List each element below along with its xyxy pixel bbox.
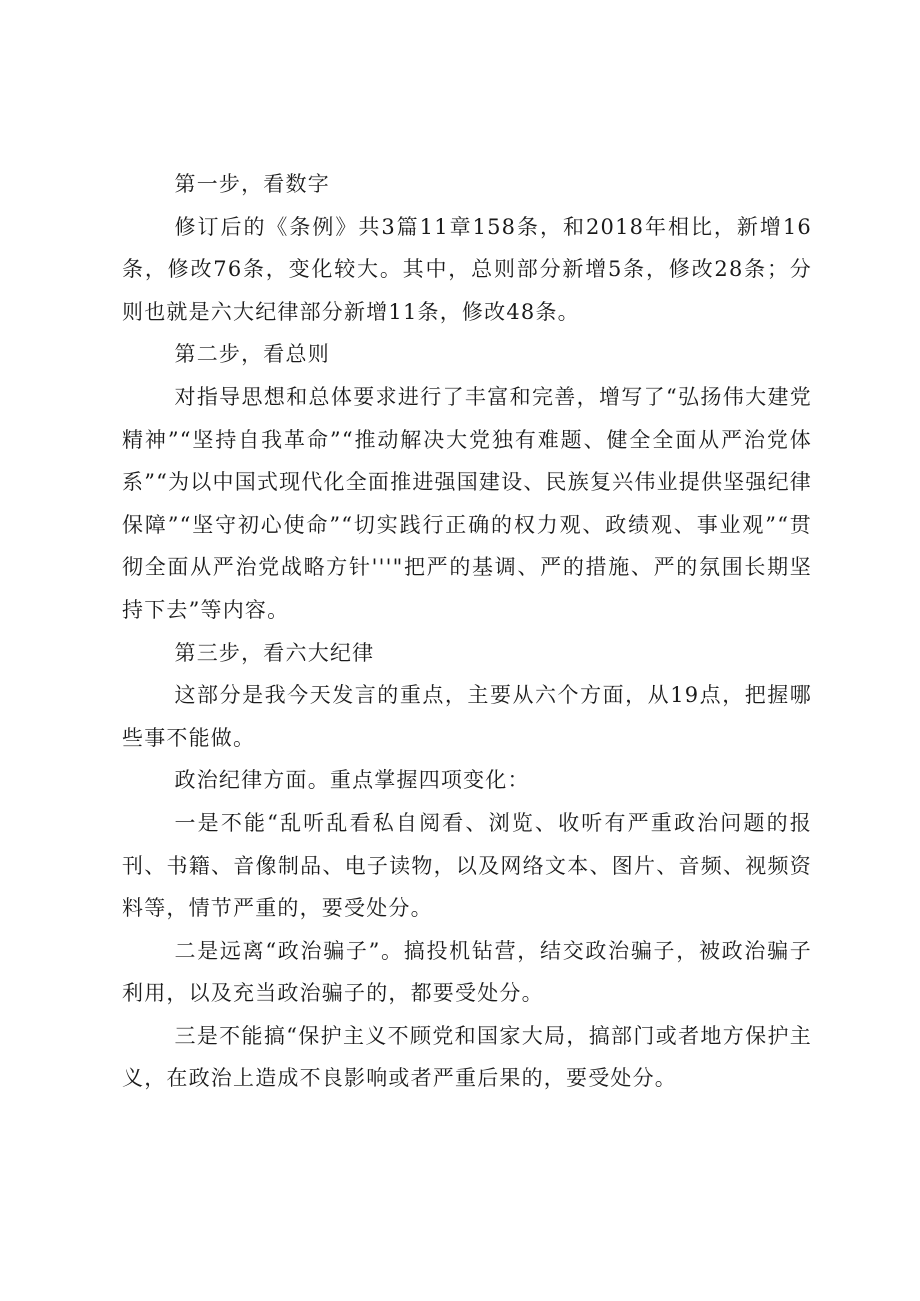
- paragraph-item-one: 一是不能“乱听乱看私自阅看、浏览、收听有严重政治问题的报刊、书籍、音像制品、电子读物，以及网络文本、图片、音频、视频资料等，情节严重的，要受处分。: [122, 810, 812, 921]
- paragraph-political-discipline: 政治纪律方面。重点掌握四项变化：: [174, 768, 530, 793]
- heading-step-three: 第三步，看六大纪律: [174, 640, 375, 665]
- paragraph-general-rules: 对指导思想和总体要求进行了丰富和完善，增写了“弘扬伟大建党精神”“坚持自我革命”“推动解决大党独有难题、健全全面从严治党体系”“为以中国式现代化全面推进强国建设、民族复兴伟业提供坚强纪律保障”“坚守初心使命”“切实践行正确的权力观、政绩观、事业观”“贯彻全面从严治党战略方针'''"把严的基调、严的措施、严的氛围长期坚持下去”等内容。: [122, 384, 812, 622]
- paragraph-item-three: 三是不能搞“保护主义不顾党和国家大局，搞部门或者地方保护主义，在政治上造成不良影响或者严重后果的，要受处分。: [122, 1023, 812, 1091]
- paragraph-focus: 这部分是我今天发言的重点，主要从六个方面，从19点，把握哪些事不能做。: [122, 683, 812, 750]
- paragraph-item-two: 二是远离“政治骗子”。搞投机钻营，结交政治骗子，被政治骗子利用，以及充当政治骗子的，都要受处分。: [122, 938, 812, 1006]
- document-body: [122, 163, 812, 1100]
- heading-step-one: 第一步，看数字: [174, 172, 330, 196]
- heading-step-two: 第二步，看总则: [174, 342, 330, 367]
- paragraph-numbers: 修订后的《条例》共3篇11章158条，和2018年相比，新增16条，修改76条，变化较大。其中，总则部分新增5条，修改28条；分则也就是六大纪律部分新增11条，修改48条。: [122, 214, 812, 324]
